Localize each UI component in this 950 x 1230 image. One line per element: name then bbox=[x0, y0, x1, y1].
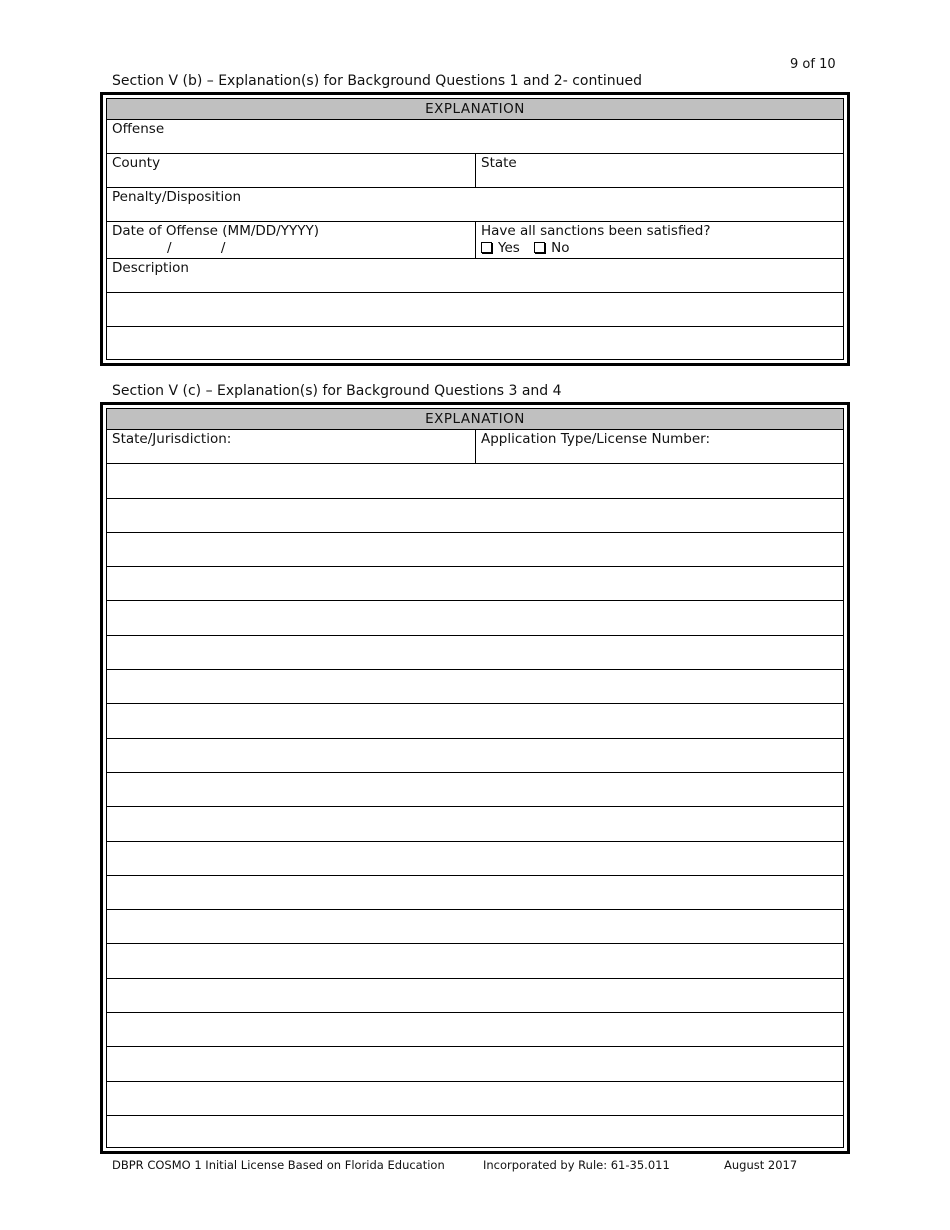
section-c-header: EXPLANATION bbox=[107, 409, 843, 430]
explanation-line[interactable] bbox=[107, 944, 843, 978]
date-of-offense-field[interactable] bbox=[107, 222, 476, 258]
section-c-form bbox=[100, 402, 850, 1154]
section-b-title: Section V (b) – Explanation(s) for Background Questions 1 and 2- continued bbox=[112, 73, 642, 89]
application-field[interactable] bbox=[476, 430, 843, 463]
no-label: No bbox=[551, 240, 570, 256]
explanation-line[interactable] bbox=[107, 464, 843, 498]
sanctions-label: Have all sanctions been satisfied? bbox=[481, 223, 711, 239]
explanation-line[interactable] bbox=[107, 704, 843, 738]
explanation-line[interactable] bbox=[107, 1116, 843, 1150]
explanation-line[interactable] bbox=[107, 670, 843, 704]
description-field[interactable] bbox=[107, 259, 843, 292]
explanation-line[interactable] bbox=[107, 533, 843, 567]
explanation-line[interactable] bbox=[107, 739, 843, 773]
jurisdiction-row bbox=[107, 430, 843, 464]
date-slashes: / / bbox=[167, 240, 226, 256]
checkbox-icon bbox=[534, 242, 545, 253]
jurisdiction-field[interactable] bbox=[107, 430, 476, 463]
explanation-line[interactable] bbox=[107, 773, 843, 807]
county-field[interactable] bbox=[107, 154, 476, 187]
description-line[interactable] bbox=[107, 293, 843, 327]
footer-rule: Incorporated by Rule: 61-35.011 bbox=[483, 1158, 670, 1172]
explanation-line[interactable] bbox=[107, 1013, 843, 1047]
penalty-field[interactable] bbox=[107, 188, 843, 221]
jurisdiction-label: State/Jurisdiction: bbox=[112, 431, 232, 447]
explanation-line[interactable] bbox=[107, 807, 843, 841]
offense-label: Offense bbox=[112, 121, 165, 137]
no-checkbox[interactable] bbox=[534, 240, 569, 257]
offense-field[interactable] bbox=[107, 120, 843, 153]
explanation-line[interactable] bbox=[107, 499, 843, 533]
penalty-label: Penalty/Disposition bbox=[112, 189, 242, 205]
application-label: Application Type/License Number: bbox=[481, 431, 711, 447]
explanation-line[interactable] bbox=[107, 979, 843, 1013]
sanctions-field bbox=[476, 222, 843, 258]
yes-checkbox[interactable] bbox=[481, 240, 520, 257]
state-field[interactable] bbox=[476, 154, 843, 187]
state-label: State bbox=[481, 155, 517, 171]
explanation-line[interactable] bbox=[107, 1082, 843, 1116]
description-line[interactable] bbox=[107, 327, 843, 362]
explanation-line[interactable] bbox=[107, 1047, 843, 1081]
description-row[interactable] bbox=[107, 259, 843, 293]
description-label: Description bbox=[112, 260, 189, 276]
date-label: Date of Offense (MM/DD/YYYY) bbox=[112, 223, 319, 239]
explanation-line[interactable] bbox=[107, 910, 843, 944]
explanation-line[interactable] bbox=[107, 876, 843, 910]
penalty-row[interactable] bbox=[107, 188, 843, 222]
explanation-line[interactable] bbox=[107, 842, 843, 876]
explanation-line[interactable] bbox=[107, 636, 843, 670]
footer-date: August 2017 bbox=[724, 1158, 798, 1172]
checkbox-icon bbox=[481, 242, 492, 253]
explanation-line[interactable] bbox=[107, 601, 843, 635]
page-number: 9 of 10 bbox=[790, 57, 836, 72]
explanation-line[interactable] bbox=[107, 567, 843, 601]
section-b-header: EXPLANATION bbox=[107, 99, 843, 120]
county-state-row bbox=[107, 154, 843, 188]
date-sanctions-row bbox=[107, 222, 843, 259]
county-label: County bbox=[112, 155, 161, 171]
offense-row[interactable] bbox=[107, 120, 843, 154]
yes-label: Yes bbox=[498, 240, 520, 256]
footer-form-name: DBPR COSMO 1 Initial License Based on Florida Education bbox=[112, 1158, 445, 1172]
section-b-form bbox=[100, 92, 850, 366]
section-c-title: Section V (c) – Explanation(s) for Background Questions 3 and 4 bbox=[112, 383, 562, 399]
